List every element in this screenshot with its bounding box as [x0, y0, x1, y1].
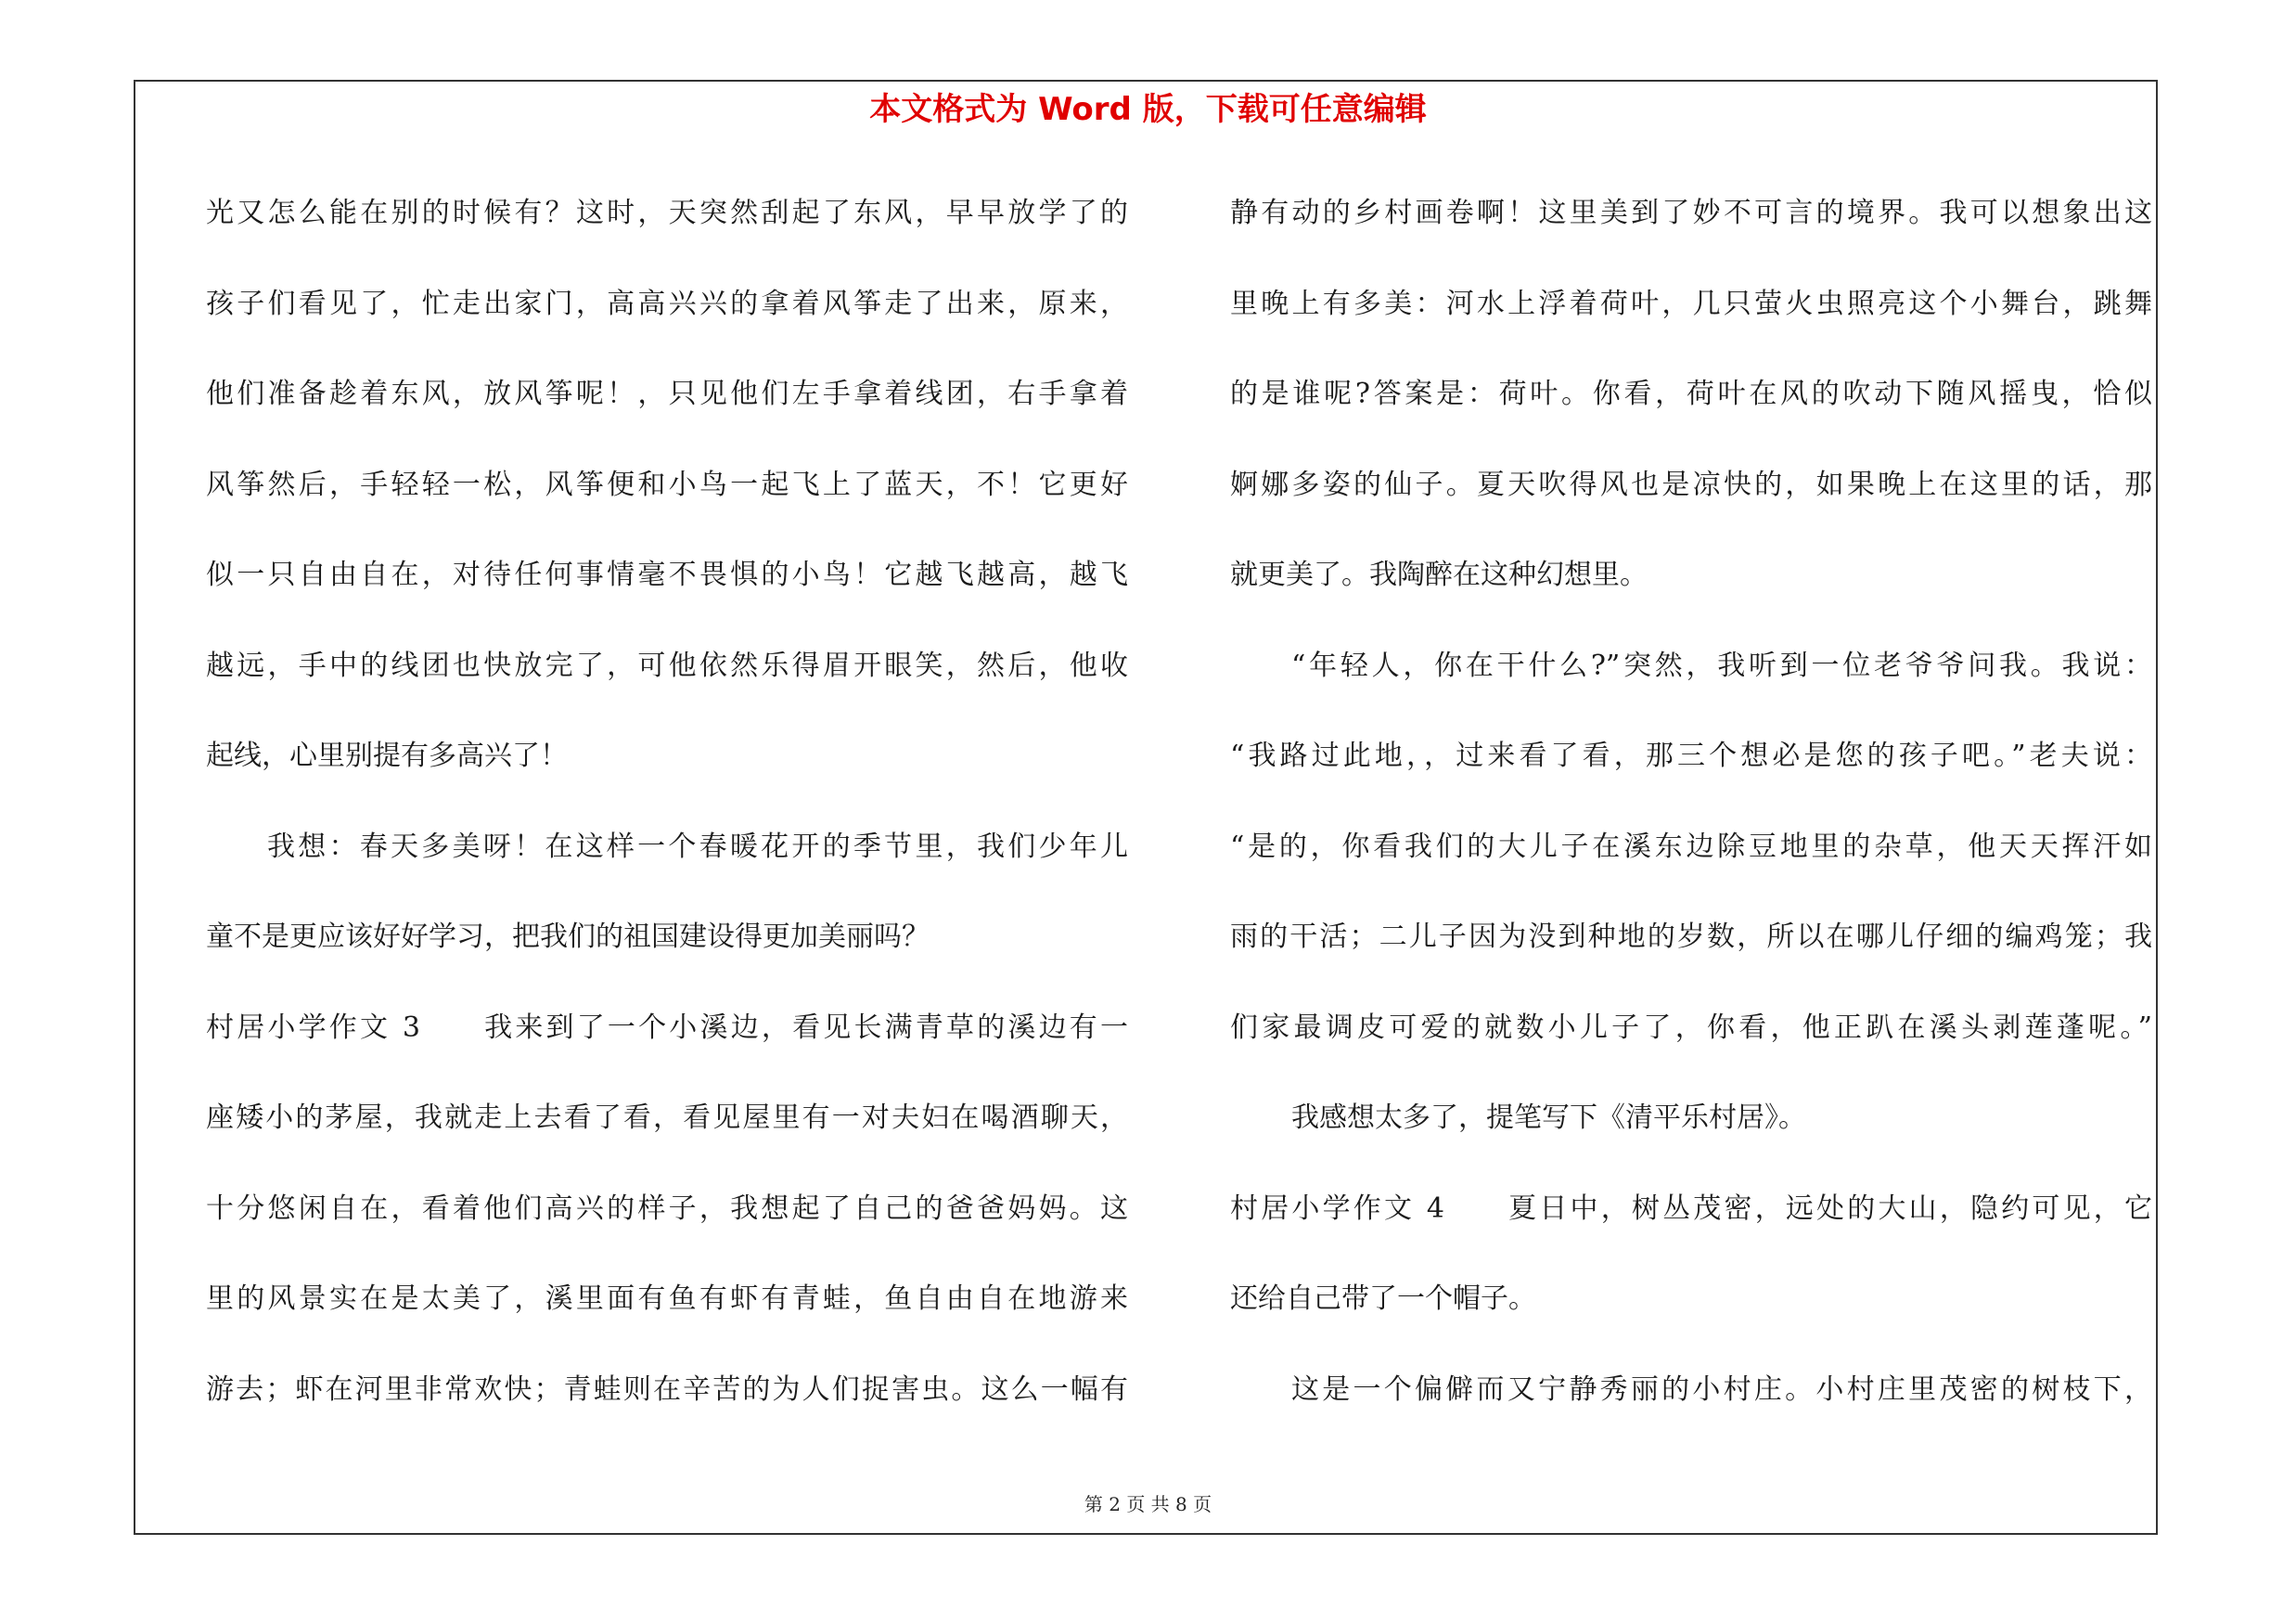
- document-header: 本文格式为 Word 版，下载可任意编辑: [869, 91, 1427, 128]
- text-line: 孩子们看见了，忙走出家门，高高兴兴的拿着风筝走了出来，原来，: [206, 287, 1128, 320]
- text-line: 他们准备趁着东风，放风筝呢！，只见他们左手拿着线团，右手拿着: [206, 378, 1128, 410]
- text-line: 静有动的乡村画卷啊！这里美到了妙不可言的境界。我可以想象出这: [1230, 197, 2152, 229]
- text-line: 夏日中，树丛茂密，远处的大山，隐约可见，它: [1505, 1191, 2152, 1225]
- text-line: “我路过此地，，过来看了看，那三个想必是您的孩子吧。”老夫说：: [1230, 740, 2152, 772]
- text-line: 我来到了一个小溪边，看见长满青草的溪边有一: [481, 1011, 1128, 1044]
- text-line: 十分悠闲自在，看着他们高兴的样子，我想起了自己的爸爸妈妈。这: [206, 1191, 1128, 1225]
- text-line: 们家最调皮可爱的就数小儿子了，你看，他正趴在溪头剥莲蓬呢。”: [1230, 1011, 2152, 1044]
- text-line: 雨的干活；二儿子因为没到种地的岁数，所以在哪儿仔细的编鸡笼；我: [1230, 921, 2152, 953]
- paragraph-start: “年轻人，你在干什么?”突然，我听到一位老爷爷问我。我说：: [1291, 649, 2152, 682]
- essay-3-title: 村居小学作文 3: [206, 1011, 420, 1044]
- text-line: 似一只自由自在，对待任何事情毫不畏惧的小鸟！它越飞越高，越飞: [206, 559, 1128, 591]
- page-number-footer: 第 2 页 共 8 页: [1084, 1493, 1212, 1515]
- paragraph-start: 我感想太多了，提笔写下《清平乐村居》。: [1291, 1101, 1806, 1134]
- essay-4-title: 村居小学作文 4: [1230, 1191, 1444, 1225]
- text-line: 光又怎么能在别的时候有？这时，天突然刮起了东风，早早放学了的: [206, 197, 1128, 229]
- text-line: 里的风景实在是太美了，溪里面有鱼有虾有青蛙，鱼自由自在地游来: [206, 1282, 1128, 1315]
- text-line: 的是谁呢?答案是：荷叶。你看，荷叶在风的吹动下随风摇曳，恰似: [1230, 378, 2152, 410]
- right-column: [1230, 186, 2152, 1452]
- text-line: 座矮小的茅屋，我就走上去看了看，看见屋里有一对夫妇在喝酒聊天，: [206, 1101, 1128, 1134]
- text-line: 里晚上有多美：河水上浮着荷叶，几只萤火虫照亮这个小舞台，跳舞: [1230, 287, 2152, 320]
- text-line: 还给自己带了一个帽子。: [1230, 1282, 1536, 1315]
- text-line: 风筝然后，手轻轻一松，风筝便和小鸟一起飞上了蓝天，不！它更好: [206, 468, 1128, 501]
- paragraph-start: 这是一个偏僻而又宁静秀丽的小村庄。小村庄里茂密的树枝下，: [1291, 1372, 2152, 1406]
- essay-heading-line: [1230, 1181, 2152, 1272]
- text-line: 婀娜多姿的仙子。夏天吹得风也是凉快的，如果晚上在这里的话，那: [1230, 468, 2152, 501]
- paragraph-start: 我想：春天多美呀！在这样一个春暖花开的季节里，我们少年儿: [267, 830, 1128, 863]
- text-line: 童不是更应该好好学习，把我们的祖国建设得更加美丽吗？: [206, 921, 930, 953]
- left-column: [206, 186, 1128, 1452]
- text-line: “是的，你看我们的大儿子在溪东边除豆地里的杂草，他天天挥汗如: [1230, 830, 2152, 863]
- text-line: 越远，手中的线团也快放完了，可他依然乐得眉开眼笑，然后，他收: [206, 649, 1128, 682]
- text-line: 起线，心里别提有多高兴了！: [206, 740, 568, 772]
- essay-heading-line: [206, 1000, 1128, 1091]
- text-line: 游去；虾在河里非常欢快；青蛙则在辛苦的为人们捉害虫。这么一幅有: [206, 1372, 1128, 1406]
- text-line: 就更美了。我陶醉在这种幻想里。: [1230, 559, 1648, 591]
